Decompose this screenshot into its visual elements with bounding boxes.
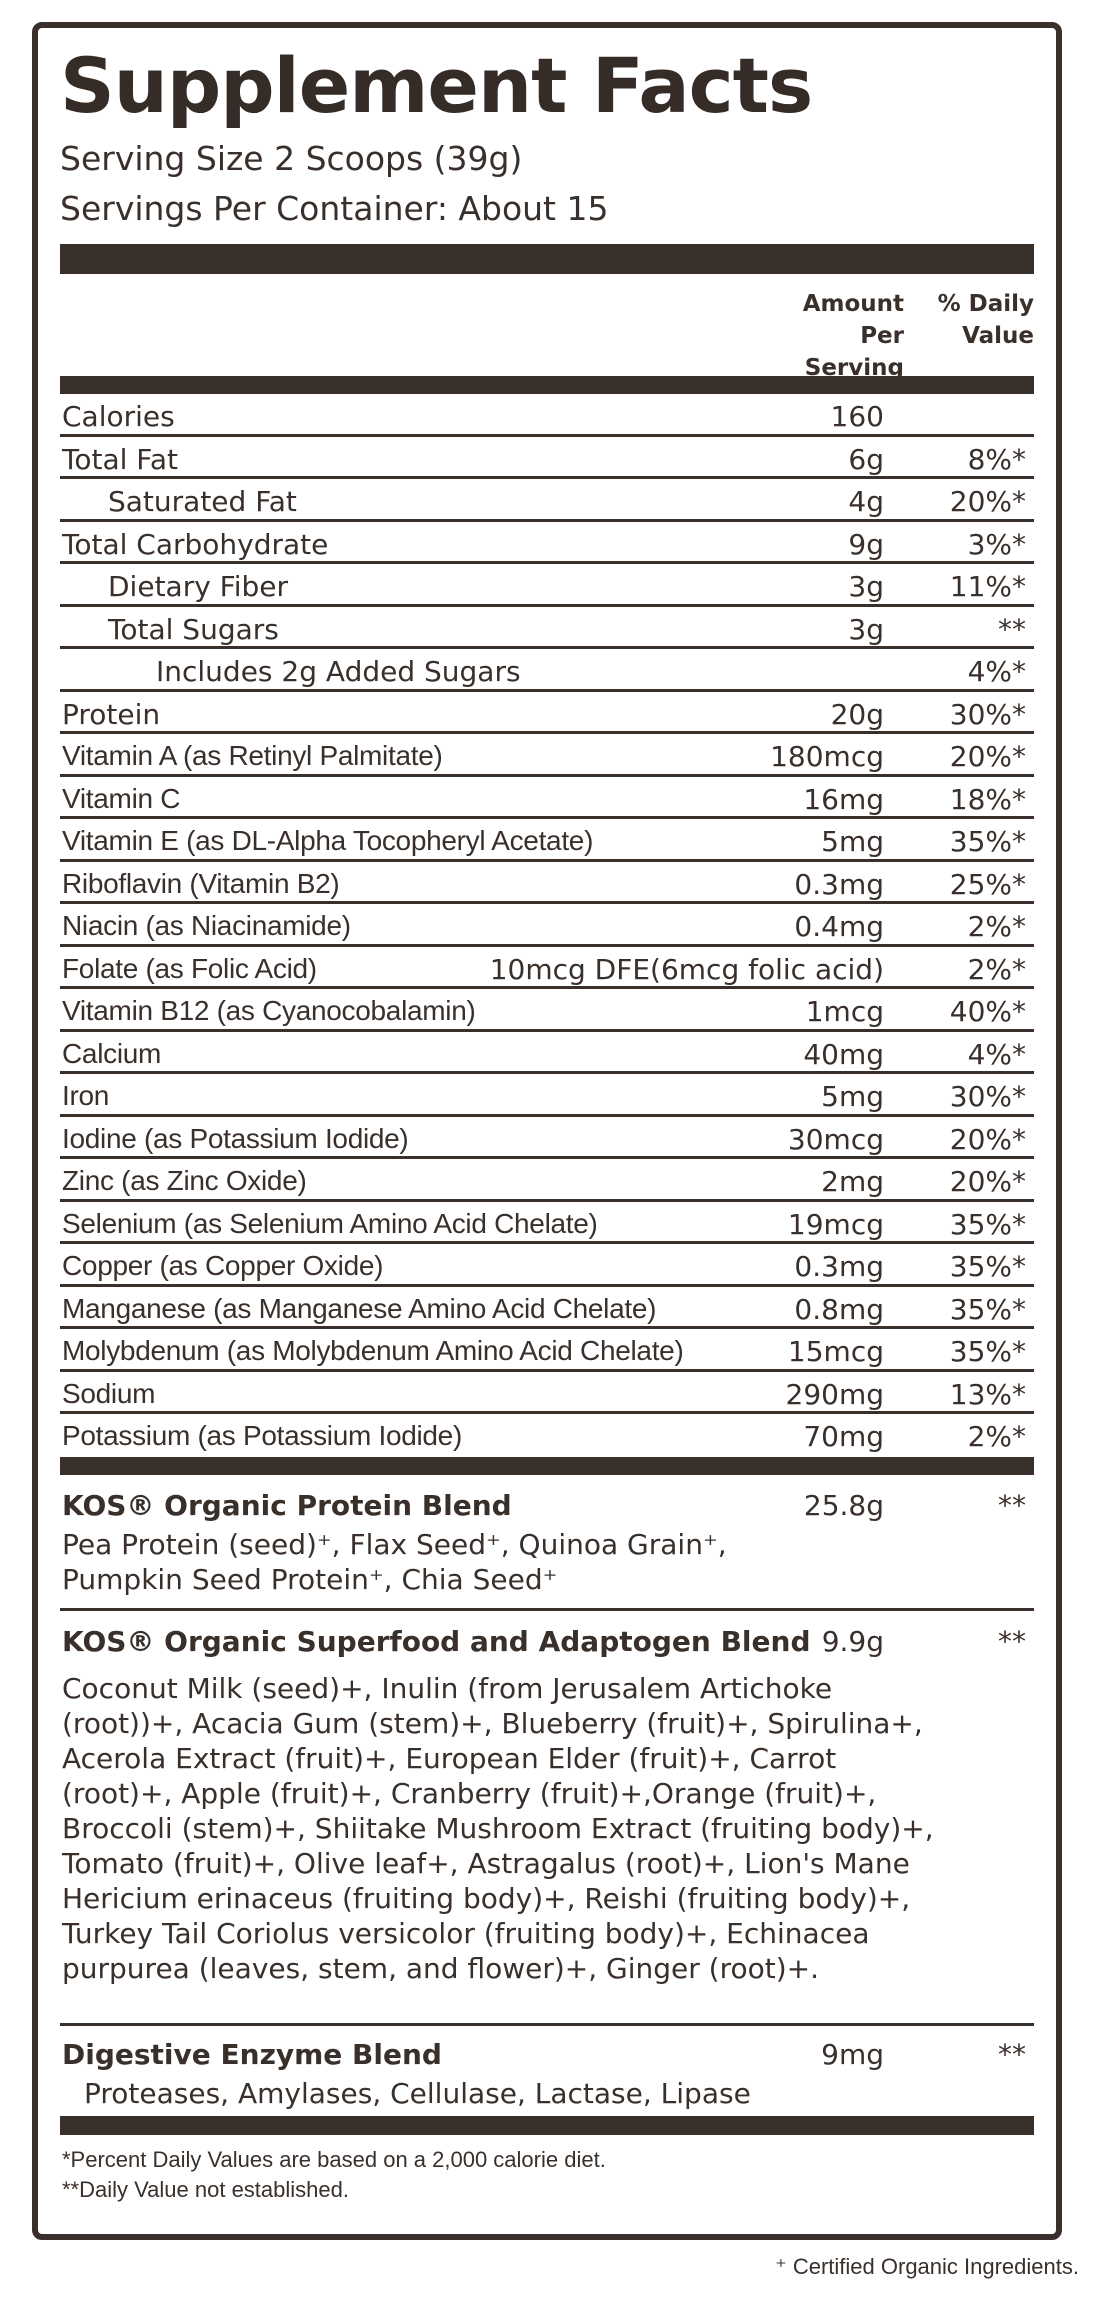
nutrient-daily-value: **	[998, 612, 1026, 646]
nutrient-name: Riboflavin (Vitamin B2)	[62, 867, 340, 899]
nutrient-daily-value: 35%*	[949, 1250, 1026, 1283]
nutrient-daily-value: 4%*	[967, 1037, 1026, 1071]
supplement-facts-panel	[32, 22, 1062, 2240]
nutrient-amount: 6g	[848, 442, 884, 476]
nutrient-name: Total Sugars	[108, 612, 279, 646]
nutrient-name: Zinc (as Zinc Oxide)	[62, 1165, 307, 1196]
serving-size: Serving Size 2 Scoops (39g)	[60, 139, 523, 178]
nutrient-row	[60, 649, 1034, 692]
nutrient-amount: 16mg	[803, 782, 884, 816]
nutrient-name: Molybdenum (as Molybdenum Amino Acid Chelate)	[62, 1335, 684, 1366]
nutrient-daily-value: 13%*	[949, 1377, 1026, 1411]
daily-value-column-header: % Daily Value	[937, 291, 1034, 349]
nutrient-row	[60, 947, 1034, 990]
nutrient-row	[60, 989, 1034, 1032]
nutrient-amount: 1mcg	[805, 995, 884, 1028]
nutrient-name: Selenium (as Selenium Amino Acid Chelate)	[62, 1207, 598, 1239]
nutrient-daily-value: 4%*	[967, 655, 1026, 688]
nutrient-name: Vitamin E (as DL-Alpha Tocopheryl Acetate)	[62, 825, 594, 856]
blend-section	[60, 2026, 1034, 2119]
nutrient-row	[60, 1117, 1034, 1160]
nutrient-daily-value: 2%*	[967, 1420, 1026, 1453]
nutrient-amount: 5mg	[821, 1080, 884, 1113]
nutrient-amount: 40mg	[803, 1037, 884, 1071]
nutrient-row	[60, 1244, 1034, 1287]
footnote: *Percent Daily Values are based on a 2,000 calorie diet.	[62, 2146, 606, 2172]
nutrient-row	[60, 564, 1034, 607]
nutrient-amount: 5mg	[821, 825, 884, 858]
nutrient-row	[60, 394, 1034, 437]
nutrient-name: Copper (as Copper Oxide)	[62, 1250, 384, 1281]
amount-column-header: Amount Per Serving	[802, 291, 904, 381]
nutrient-row	[60, 692, 1034, 735]
nutrient-name: Iron	[62, 1080, 110, 1111]
nutrient-name: Manganese (as Manganese Amino Acid Chelate)	[62, 1292, 657, 1324]
blend-amount: 9.9g	[821, 1624, 884, 1658]
nutrient-daily-value: 20%*	[949, 740, 1026, 773]
nutrient-amount: 160	[830, 400, 884, 433]
nutrient-row	[60, 819, 1034, 862]
nutrient-amount: 0.3mg	[794, 867, 884, 901]
thick-divider	[60, 244, 1034, 274]
nutrient-daily-value: 30%*	[949, 697, 1026, 731]
nutrient-daily-value: 35%*	[949, 1292, 1026, 1326]
nutrient-row	[60, 1202, 1034, 1245]
nutrient-amount: 70mg	[803, 1420, 884, 1453]
blend-amount: 9mg	[821, 2037, 884, 2071]
nutrient-daily-value: 35%*	[949, 825, 1026, 858]
panel-title: Supplement Facts	[60, 41, 813, 130]
nutrient-amount: 10mcg DFE(6mcg folic acid)	[489, 952, 884, 986]
blend-ingredients: Coconut Milk (seed)+, Inulin (from Jerusalem Artichoke (root))+, Acacia Gum (stem)+, Blueberry (fruit)+, Spirulina+, Acerola Extract (fruit)+, European Elder (fruit)+, Carrot (root)+, Apple (fruit)+, Cranberry (fruit)+,Orange (fruit)+, Broccoli (stem)+, Shiitake Mushroom Extract (fruiting body)+, Tomato (fruit)+, Olive leaf+, Astragalus (root)+, Lion's Mane Hericium erinaceus (fruiting body)+, Reishi (fruiting body)+, Turkey Tail Coriolus versicolor (fruiting body)+, Echinacea purpurea (leaves, stem, and flower)+, Ginger (root)+.	[62, 1671, 934, 1985]
nutrient-amount: 9g	[848, 527, 884, 561]
nutrient-name: Dietary Fiber	[108, 570, 289, 603]
nutrient-row	[60, 862, 1034, 905]
blend-amount: 25.8g	[803, 1488, 884, 1522]
nutrient-amount: 4g	[848, 485, 884, 518]
nutrient-amount: 290mg	[785, 1377, 884, 1411]
nutrient-daily-value: 40%*	[949, 995, 1026, 1028]
nutrient-daily-value: 20%*	[949, 1165, 1026, 1198]
nutrient-daily-value: 20%*	[949, 1122, 1026, 1156]
nutrient-amount: 0.4mg	[794, 910, 884, 943]
nutrient-row	[60, 1159, 1034, 1202]
medium-divider	[60, 1457, 1034, 1475]
nutrient-daily-value: 3%*	[967, 527, 1026, 561]
column-headers	[60, 274, 1034, 381]
blend-section	[60, 1475, 1034, 1611]
nutrient-amount: 15mcg	[787, 1335, 884, 1368]
nutrient-row	[60, 1414, 1034, 1457]
blend-section	[60, 1611, 1034, 2026]
nutrient-row	[60, 1032, 1034, 1075]
nutrient-row	[60, 607, 1034, 650]
nutrient-daily-value: 35%*	[949, 1335, 1026, 1368]
blend-daily-value: **	[998, 2037, 1026, 2071]
nutrient-name: Calcium	[62, 1037, 162, 1069]
blend-name: Digestive Enzyme Blend	[62, 2037, 442, 2071]
nutrient-daily-value: 8%*	[967, 442, 1026, 476]
nutrient-name: Saturated Fat	[108, 485, 297, 518]
nutrient-amount: 3g	[848, 612, 884, 646]
nutrient-daily-value: 30%*	[949, 1080, 1026, 1113]
blend-ingredients: Proteases, Amylases, Cellulase, Lactase, Lipase	[84, 2076, 751, 2110]
nutrient-daily-value: 20%*	[949, 485, 1026, 518]
nutrient-name: Niacin (as Niacinamide)	[62, 910, 351, 941]
servings-per-container: Servings Per Container: About 15	[60, 189, 609, 228]
nutrient-name: Total Carbohydrate	[62, 527, 329, 561]
nutrient-name: Iodine (as Potassium Iodide)	[62, 1122, 409, 1154]
nutrient-daily-value: 18%*	[949, 782, 1026, 816]
nutrient-amount: 0.8mg	[794, 1292, 884, 1326]
nutrient-name: Vitamin B12 (as Cyanocobalamin)	[62, 995, 476, 1026]
blend-daily-value: **	[998, 1624, 1026, 1658]
nutrient-name: Calories	[62, 400, 175, 433]
blend-daily-value: **	[998, 1488, 1026, 1522]
nutrient-amount: 19mcg	[787, 1207, 884, 1241]
nutrient-name: Sodium	[62, 1377, 156, 1409]
nutrient-row	[60, 1074, 1034, 1117]
nutrient-row	[60, 1287, 1034, 1330]
nutrient-daily-value: 2%*	[967, 910, 1026, 943]
nutrient-amount: 180mcg	[770, 740, 884, 773]
nutrient-name: Total Fat	[62, 442, 178, 476]
blend-name: KOS® Organic Superfood and Adaptogen Blend	[62, 1624, 811, 1658]
nutrient-row	[60, 1372, 1034, 1415]
nutrient-row	[60, 479, 1034, 522]
nutrient-amount: 0.3mg	[794, 1250, 884, 1283]
nutrient-row	[60, 734, 1034, 777]
footnote: **Daily Value not established.	[62, 2176, 349, 2202]
nutrient-table	[60, 394, 1034, 1457]
nutrient-daily-value: 35%*	[949, 1207, 1026, 1241]
nutrient-row	[60, 904, 1034, 947]
nutrient-name: Includes 2g Added Sugars	[156, 655, 521, 688]
nutrient-daily-value: 2%*	[967, 952, 1026, 986]
nutrient-amount: 2mg	[821, 1165, 884, 1198]
nutrient-name: Vitamin A (as Retinyl Palmitate)	[62, 740, 443, 771]
nutrient-daily-value: 11%*	[949, 570, 1026, 603]
nutrient-row	[60, 1329, 1034, 1372]
nutrient-amount: 3g	[848, 570, 884, 603]
blend-name: KOS® Organic Protein Blend	[62, 1488, 512, 1522]
nutrient-row	[60, 777, 1034, 820]
nutrient-name: Protein	[62, 697, 161, 731]
medium-divider	[60, 2119, 1034, 2135]
nutrient-amount: 20g	[830, 697, 884, 731]
nutrient-name: Vitamin C	[62, 782, 181, 814]
nutrient-name: Potassium (as Potassium Iodide)	[62, 1420, 462, 1451]
nutrient-row	[60, 522, 1034, 565]
nutrient-row	[60, 437, 1034, 480]
nutrient-amount: 30mcg	[787, 1122, 884, 1156]
nutrient-name: Folate (as Folic Acid)	[62, 952, 317, 984]
blend-ingredients: Pea Protein (seed)⁺, Flax Seed⁺, Quinoa Grain⁺, Pumpkin Seed Protein⁺, Chia Seed⁺	[62, 1527, 727, 1596]
certified-organic-note: ⁺ Certified Organic Ingredients.	[775, 2254, 1079, 2279]
nutrient-daily-value: 25%*	[949, 867, 1026, 901]
